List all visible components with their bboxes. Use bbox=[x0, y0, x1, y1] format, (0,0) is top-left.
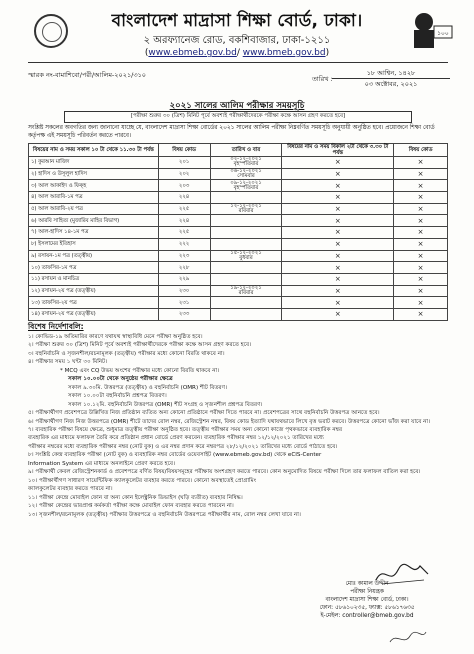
signer-org: বাংলাদেশ মাদ্রাসা শিক্ষা বোর্ড, ঢাকা। bbox=[325, 597, 409, 603]
afternoon-subject-cell: × bbox=[282, 192, 394, 204]
code-cell: ২২৩ bbox=[158, 250, 210, 262]
afternoon-subject-cell: × bbox=[282, 215, 394, 227]
table-row bbox=[29, 180, 448, 192]
code-cell: ২২৫ bbox=[158, 227, 210, 239]
afternoon-subject-cell: × bbox=[282, 262, 394, 274]
code-cell: ২২৪ bbox=[158, 192, 210, 204]
afternoon-subject-cell: × bbox=[282, 308, 394, 320]
afternoon-subject-cell: × bbox=[282, 157, 394, 169]
instruction-item: ২। পরীক্ষা শুরুর ৩০ (ত্রিশ) মিনিট পূর্বে অবশ্যই পরীক্ষার্থীদেরকে পরীক্ষা কক্ষে আসন গ্রহণ করতে হবে। bbox=[28, 342, 252, 349]
code-cell: ২০১ bbox=[158, 157, 210, 169]
afternoon-code-cell: × bbox=[394, 262, 448, 274]
code-cell: ২৩০ bbox=[158, 285, 210, 297]
signer-email: ই-মেইল: controller@bmeb.gov.bd bbox=[320, 613, 414, 619]
svg-text:১০০: ১০০ bbox=[437, 30, 449, 37]
code-cell: ২০৩ bbox=[158, 180, 210, 192]
instruction-item: পরীক্ষার নম্বরের মধ্যে ব্যবহারিক পরীক্ষার নম্বর (নোট বুক) ও এর নম্বর প্রদান করে নম্বরপত্র ২৮/১২/২০২১ তারিখের মধ্যে বোর্ডে পাঠাতে হবে। bbox=[28, 443, 338, 450]
afternoon-code-cell: × bbox=[394, 285, 448, 297]
code-cell: ২২৮ bbox=[158, 262, 210, 274]
afternoon-code-cell: × bbox=[394, 168, 448, 180]
instruction-item: সকাল ১০.১২মি. বহুনির্বাচনি উত্তরপত্র (OMR) শীট সংগ্রহ ও সৃজনশীল প্রশ্নপত্র বিতরণ। bbox=[68, 401, 263, 408]
afternoon-subject-cell: × bbox=[282, 180, 394, 192]
exam-day: বুধবার bbox=[239, 254, 253, 261]
signature-block bbox=[292, 580, 442, 620]
subject-cell: ৮) ইসলামের ইতিহাস bbox=[29, 238, 159, 250]
afternoon-subject-cell: × bbox=[282, 285, 394, 297]
code-cell: ২০২ bbox=[158, 168, 210, 180]
web-prefix: ( bbox=[144, 48, 149, 58]
instruction-item: সকাল ১০.০০টা থেকে অনুষ্ঠেয় পরীক্ষার ক্ষেত্রে bbox=[68, 376, 173, 383]
signer-title: পরীক্ষা নিয়ন্ত্রক bbox=[350, 589, 384, 595]
instruction-item: ৬। পরীক্ষার্থীগণ নিজ নিজ উত্তরপত্রে (OMR) শীটে তাদের রোল নম্বর, রেজিস্ট্রেশন নম্বর, বিষয় কোড ইত্যাদি যথাযথভাবে লিখে বৃত্ত ভরাট করবে। উত্তরপত্রে কোনো ভাঁজ করা যাবে না। bbox=[28, 418, 431, 425]
date-cell bbox=[210, 262, 282, 274]
code-cell: ২২২ bbox=[158, 238, 210, 250]
table-header-row bbox=[29, 144, 448, 157]
header-divider bbox=[28, 62, 448, 63]
afternoon-code-cell: × bbox=[394, 227, 448, 239]
date-cell bbox=[210, 180, 282, 192]
instruction-item: Information System এর মাধ্যমে অনলাইনে প্রেরণ করতে হবে। bbox=[28, 460, 175, 467]
afternoon-subject-cell: × bbox=[282, 238, 394, 250]
afternoon-code-cell: × bbox=[394, 180, 448, 192]
instruction-item: ৭। ব্যবহারিক পরীক্ষা বিষয়ে ক্ষেত্রে, শুধুমাত্র তত্ত্বীয় পরীক্ষা অনুষ্ঠিত হবে। তত্ত্বীয় পরীক্ষার সময় অন্য কোনো কাজে পৃথকভাবে ব্যবহারিক নম্বর bbox=[28, 426, 343, 433]
table-row bbox=[29, 192, 448, 204]
table-row bbox=[29, 297, 448, 309]
instruction-item: ১১। পরীক্ষা কেন্দ্রে মোবাইল ফোন বা অন্য কোন ইলেক্ট্রনিক ডিভাইস (ঘড়ি ব্যতীত) ব্যবহার নিষিদ্ধ। bbox=[28, 494, 243, 501]
afternoon-code-cell: × bbox=[394, 250, 448, 262]
exam-day: বৃহস্পতিবার bbox=[233, 184, 259, 191]
code-cell: ২৩১ bbox=[158, 297, 210, 309]
afternoon-subject-cell: × bbox=[282, 297, 394, 309]
instruction-item: ৫। পরীক্ষার্থীগণ প্রবেশপত্রে উল্লিখিত নিজ প্রতিষ্ঠান ব্যতিত অন্য কোনো প্রতিষ্ঠানে পরীক্ষা দিতে পারবে না। প্রবেশপত্রের সাথে বহুনির্বাচনি উত্তরপত্র আনতে হবে। bbox=[28, 410, 380, 417]
signer-name: মোঃ কামাল উদ্দীন bbox=[345, 581, 389, 587]
table-row bbox=[29, 250, 448, 262]
web-separator: / bbox=[236, 48, 243, 58]
subject-cell: ১১) রসায়ন ও মানচিত্র bbox=[29, 273, 159, 285]
instruction-item: সকাল ৯.৩০মি. উত্তরপত্র (তত্ত্বীয়) ও বহুনির্বাচনি (OMR) শীট বিতরণ। bbox=[68, 384, 228, 391]
website-link-ebmeb[interactable]: www.ebmeb.gov.bd bbox=[148, 48, 237, 58]
date-cell bbox=[210, 297, 282, 309]
schedule-table-body bbox=[29, 157, 448, 321]
stamp-icon bbox=[386, 628, 430, 648]
schedule-note: [পরীক্ষা শুরুর ৩০ (ত্রিশ) মিনিট পূর্বে অবশ্যই পরীক্ষার্থীদেরকে পরীক্ষা কক্ষে আসন গ্রহণ করতে হবে] bbox=[64, 111, 412, 123]
website-link-bmeb[interactable]: www.bmeb.gov.bd bbox=[242, 48, 326, 58]
table-row bbox=[29, 238, 448, 250]
code-cell: ২২৯ bbox=[158, 273, 210, 285]
exam-date: ১২-১২-২০২১ bbox=[230, 203, 262, 210]
board-name: বাংলাদেশ মাদ্রাসা শিক্ষা বোর্ড, ঢাকা। bbox=[111, 11, 363, 31]
table-row bbox=[29, 273, 448, 285]
afternoon-subject-cell: × bbox=[282, 273, 394, 285]
exam-date: ০২-১২-২০২১ bbox=[230, 156, 262, 163]
date-cell bbox=[210, 203, 282, 215]
exam-day: রবিবার bbox=[238, 289, 254, 296]
code-cell: ২৩৩ bbox=[158, 308, 210, 320]
instruction-item: ক্যালকুলেটর ব্যবহার করতে পারবে না। bbox=[28, 486, 113, 493]
afternoon-code-cell: × bbox=[394, 192, 448, 204]
table-row bbox=[29, 227, 448, 239]
subject-cell: ৭) আল-হাদিস ১৪-১ম পত্র bbox=[29, 227, 159, 239]
subject-cell: ২) হাদিস ও উসূলুল হাদিস bbox=[29, 168, 159, 180]
exam-day: সোমবার bbox=[237, 173, 255, 180]
board-address: ২ অরফ্যানেজ রোড, বকশিবাজার, ঢাকা-১২১১ bbox=[143, 35, 331, 46]
afternoon-subject-cell: × bbox=[282, 203, 394, 215]
date-cell bbox=[210, 285, 282, 297]
instructions-heading: বিশেষ নির্দেশাবলি: bbox=[28, 322, 84, 331]
exam-date: ০৯-১২-২০২১ bbox=[230, 179, 262, 186]
table-row bbox=[29, 168, 448, 180]
afternoon-subject-cell: × bbox=[282, 227, 394, 239]
date-label: তারিখ : bbox=[312, 75, 333, 83]
instruction-item: ১০। পরীক্ষার্থীগণ সাধারণ সায়েন্টিফিক ক্যালকুলেটর ব্যবহার করতে পারবে। কোনো অবস্থাতেই প্রোগ্রামিং bbox=[28, 477, 257, 484]
subject-cell: ৬) আরবি সাহিত্য (মুজারিব মাহির বিভাগ) bbox=[29, 215, 159, 227]
subject-cell: ১০) তাফসির-১ম পত্র bbox=[29, 262, 159, 274]
date-cell bbox=[210, 168, 282, 180]
exam-day: রবিবার bbox=[238, 208, 254, 215]
subject-cell: ১৩) তাফসির-২য় পত্র bbox=[29, 297, 159, 309]
col-header-code: বিষয় কোড bbox=[158, 144, 210, 157]
code-cell: ২২৪ bbox=[158, 215, 210, 227]
afternoon-code-cell: × bbox=[394, 297, 448, 309]
instructions-list bbox=[28, 333, 448, 519]
date-box bbox=[332, 68, 450, 89]
afternoon-subject-cell: × bbox=[282, 168, 394, 180]
date-cell bbox=[210, 192, 282, 204]
exam-date: ১৯-১২-২০২১ bbox=[230, 284, 262, 291]
afternoon-code-cell: × bbox=[394, 203, 448, 215]
subject-cell: ১২) রসায়ন-২য় পত্র (তত্ত্বীয়) bbox=[29, 285, 159, 297]
date-cell bbox=[210, 308, 282, 320]
date-bangla: ১৮ আশ্বিন, ১৪২৮ bbox=[366, 69, 416, 77]
table-row bbox=[29, 157, 448, 169]
col-header-afternoon-subject: বিষয়ের নাম ও সময় বিকাল ২টা থেকে ৩.৩০ টা পর্যন্ত bbox=[282, 144, 394, 157]
date-cell bbox=[210, 273, 282, 285]
table-row bbox=[29, 285, 448, 297]
web-suffix: ) bbox=[325, 48, 330, 58]
col-header-date: তারিখ ও বার bbox=[210, 144, 282, 157]
afternoon-subject-cell: × bbox=[282, 250, 394, 262]
instruction-item: ৪। পরীক্ষার সময় ১ ঘন্টা ৩০ মিনিট। bbox=[28, 359, 108, 366]
instruction-item: ৮। সংশ্লিষ্ট কেন্দ্র ব্যবহারিক পরীক্ষা (নোট বুক) ও ব্যবহারিক নম্বর বোর্ডের ওয়েবসাইট (www.ebmeb.gov.bd) থেকে eCIS-Center bbox=[28, 452, 322, 459]
date-cell bbox=[210, 250, 282, 262]
table-row bbox=[29, 308, 448, 320]
table-row bbox=[29, 215, 448, 227]
subject-cell: ৩) আল আকাইদ ও ফিক্হ bbox=[29, 180, 159, 192]
exam-day: বৃহস্পতিবার bbox=[233, 161, 259, 168]
afternoon-code-cell: × bbox=[394, 308, 448, 320]
afternoon-code-cell: × bbox=[394, 273, 448, 285]
board-websites bbox=[0, 48, 474, 58]
afternoon-code-cell: × bbox=[394, 157, 448, 169]
date-cell bbox=[210, 238, 282, 250]
afternoon-code-cell: × bbox=[394, 238, 448, 250]
col-header-code-afternoon: বিষয় কোড bbox=[394, 144, 448, 157]
instruction-item: ৯। পরীক্ষার্থী কেবল রেজিস্ট্রেশনকার্ড ও প্রবেশপত্রে বর্ণিত বিষয়/বিষয়সমূহের পরীক্ষায় অংশগ্রহণ করতে পারবে। কোন অনুমোদিত বিষয়ে পরীক্ষা দিলে তার ফলাফল বাতিল করা হবে। bbox=[28, 469, 421, 476]
date-english: ০৩ অক্টোবর, ২০২১ bbox=[332, 78, 450, 89]
date-cell bbox=[210, 157, 282, 169]
date-cell bbox=[210, 215, 282, 227]
exam-date: ০৬-১২-২০২১ bbox=[230, 168, 262, 175]
memo-number: স্মারক নং-বামাশিবো/পরী/আলিম-২০২১/৩১০ bbox=[28, 71, 147, 79]
col-header-morning-subject: বিষয়ের নাম ও সময় সকাল ১০ টা থেকে ১১.৩০ টা পর্যন্ত bbox=[29, 144, 159, 157]
subject-cell: ৫) আল আরাবি-২য় পত্র bbox=[29, 203, 159, 215]
table-row bbox=[29, 203, 448, 215]
intro-paragraph: সংশ্লিষ্ট সকলের অবগতির জন্য জানানো যাচ্ছে যে, বাংলাদেশ মাদ্রাসা শিক্ষা বোর্ডের ২০২১ সালের আলিম পরীক্ষা নিম্নবর্ণিত সময়সূচি অনুযায়ী অনুষ্ঠিত হবে। প্রয়োজনে শিক্ষা বোর্ড কর্তৃপক্ষ এই সময়সূচি পরিবর্তন করতে পারবে। bbox=[28, 125, 435, 140]
table-row bbox=[29, 262, 448, 274]
subject-cell: ১) কুরআন মাজিদ bbox=[29, 157, 159, 169]
instruction-item: সকাল ১০.০০টা বহুনির্বাচনি প্রশ্নপত্র বিতরণ। bbox=[68, 393, 167, 400]
code-cell: ২২৫ bbox=[158, 203, 210, 215]
signer-phone: ফোন: ৫৮৬১০২৩৫, ফ্যাক্স: ৫৮৬১৭৬৩৫ bbox=[319, 605, 415, 611]
date-cell bbox=[210, 227, 282, 239]
subject-cell: ৪) আল আরাবি-১ম পত্র bbox=[29, 192, 159, 204]
exam-date: ১৫-১২-২০২১ bbox=[230, 249, 262, 256]
subject-cell: ১৪) রসায়ন-২য় পত্র (তত্ত্বীয়) bbox=[29, 308, 159, 320]
instruction-item: ১৩। সৃজনশীল/রচনামূলক (তত্ত্বীয়) পরীক্ষার উত্তরপত্রে ও বহুনির্বাচনি উত্তরপত্রে পরীক্ষার্থীর নাম, রোল নম্বর লেখা যাবে না। bbox=[28, 511, 301, 518]
instruction-item: ৩। বহুনির্বাচনি ও সৃজনশীল/রচনামূলক (তত্ত্বীয়) পরীক্ষার মধ্যে কোনো বিরতি থাকবে না। bbox=[28, 350, 225, 357]
instruction-item: ব্যবহারিক এর মাধ্যমে ফলাফল তৈরি করে প্রতিষ্ঠান প্রধান বোর্ডে প্রেরণ করবেন। ব্যবহারিক পরীক্ষার নম্বর ১২/১২/২০২১ তারিখের মধ্যে bbox=[28, 435, 324, 442]
subject-cell: ৯) রসায়ন-১ম পত্র (তত্ত্বীয়) bbox=[29, 250, 159, 262]
instruction-item: ১। কোভিড-১৯ অতিমারির কারণে যথাযথ স্বাস্থ্যবিধি মেনে পরীক্ষা অনুষ্ঠিত হবে। bbox=[28, 334, 203, 340]
instruction-item: ১২। পরীক্ষা কেন্দ্রের ভারপ্রাপ্ত কর্মকর্তা পরীক্ষা কক্ষে মোবাইল ফোন ব্যবহার করতে পারবেন না। bbox=[28, 503, 234, 510]
schedule-table bbox=[28, 143, 448, 321]
afternoon-code-cell: × bbox=[394, 215, 448, 227]
schedule-title: ২০২১ সালের আলিম পরীক্ষার সময়সূচি bbox=[169, 101, 305, 111]
instruction-item: * MCQ এবং CQ উভয় অংশের পরীক্ষার মধ্যে কোনো বিরতি থাকবে না। bbox=[60, 367, 220, 374]
